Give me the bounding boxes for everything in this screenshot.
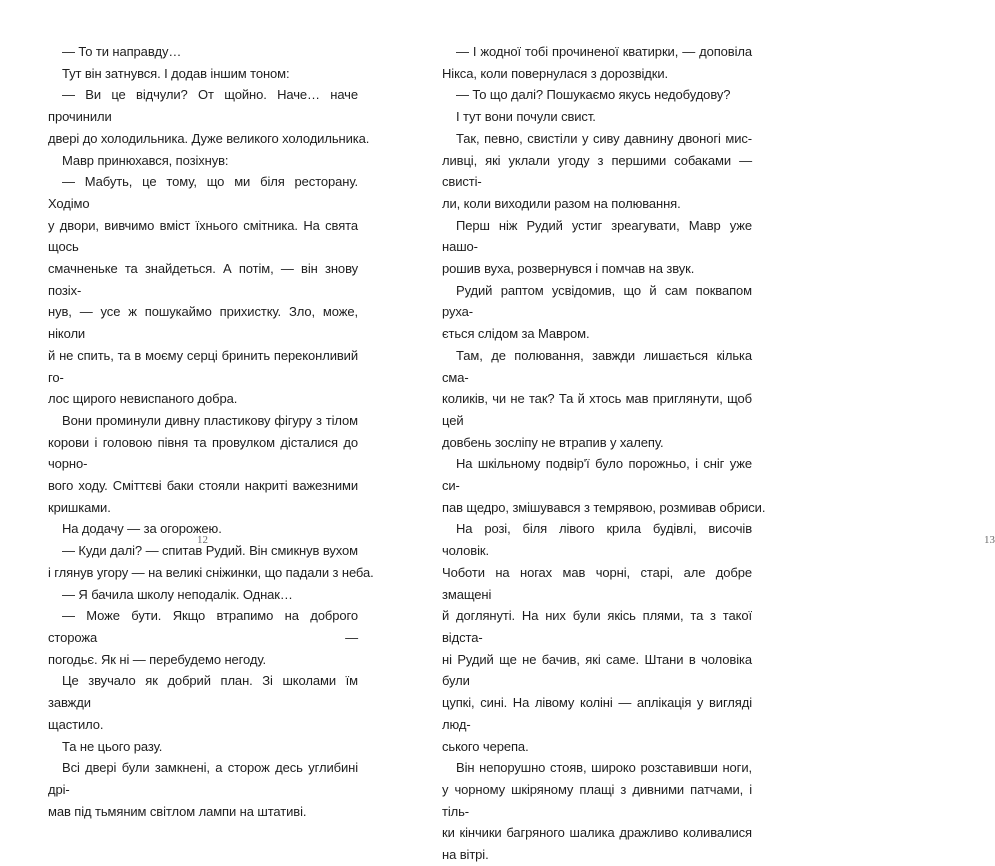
text-line: ливці, які уклали угоду з першими собаками — свисті-	[442, 152, 752, 190]
text-line: ється слідом за Мавром.	[442, 326, 590, 342]
text-line: ки кінчики багряного шалика дражливо коливалися	[442, 825, 752, 841]
text-line: мав під тьмяним світлом лампи на штативі.	[48, 803, 307, 819]
text-line: щастило.	[48, 716, 104, 732]
text-line: й не спить, та в моєму серці бринить переконливий го-	[48, 347, 358, 385]
text-line: вого ходу. Сміттєві баки стояли накриті важезними	[48, 478, 358, 494]
text-line: Мавр принюхався, позіхнув:	[62, 152, 229, 168]
text-line: — Я бачила школу неподалік. Однак…	[62, 586, 293, 602]
text-line: рошив вуха, розвернувся і помчав на звук.	[442, 261, 695, 277]
text-line: Всі двері були замкнені, а сторож десь углибині дрі-	[48, 760, 358, 797]
text-line: довбень зосліпу не втрапив у халепу.	[442, 434, 664, 450]
text-line: коликів, чи не так? Та й хтось мав приглянути, щоб цей	[442, 391, 752, 428]
left-page-text	[48, 41, 374, 822]
right-page-text	[442, 41, 766, 866]
text-line: на вітрі.	[442, 847, 489, 863]
left-page	[0, 0, 400, 819]
text-line: Чоботи на ногах мав чорні, старі, але добре змащені	[442, 564, 752, 602]
text-line: На додачу — за огорожею.	[62, 521, 222, 537]
text-line: Так, певно, свистіли у сиву давнину двоногі мис-	[456, 130, 752, 146]
text-line: — То ти направду…	[62, 44, 182, 59]
text-line: Тут він затнувся. І додав іншим тоном:	[62, 65, 290, 81]
text-line: — Куди далі? — спитав Рудий. Він смикнув вухом	[62, 543, 358, 559]
text-line: й доглянуті. На них були якісь плями, та з такої відста-	[442, 608, 752, 645]
text-line: ського черепа.	[442, 738, 529, 754]
text-line: ні Рудий ще не бачив, які саме. Штани в чоловіка були	[442, 651, 752, 689]
text-line: цупкі, сині. На лівому коліні — аплікація у вигляді люд-	[442, 695, 752, 732]
text-line: — Ви це відчули? От щойно. Наче… наче прочинили	[48, 87, 358, 125]
text-line: Та не цього разу.	[62, 738, 163, 754]
text-line: Рудий раптом усвідомив, що й сам поквапом руха-	[442, 282, 752, 320]
text-line: пав щедро, змішувався з темрявою, розмивав обриси.	[442, 499, 766, 515]
text-line: Він непорушно стояв, широко розставивши ноги,	[456, 760, 752, 776]
text-line: — То що далі? Пошукаємо якусь недобудову?	[456, 87, 731, 103]
text-line: На розі, біля лівого крила будівлі, височів чоловік.	[442, 521, 752, 559]
text-line: ли, коли виходили разом на полювання.	[442, 195, 681, 211]
text-line: — Може бути. Якщо втрапимо на доброго сторожа —	[48, 608, 358, 645]
text-line: у чорному шкіряному плащі з дивними патчами, і тіль-	[442, 781, 752, 819]
text-line: погодьє. Як ні — перебудемо негоду.	[48, 651, 266, 667]
text-line: двері до холодильника. Дуже великого холодильника.	[48, 130, 370, 146]
text-line: Перш ніж Рудий устиг зреагувати, Мавр уже нашо-	[442, 217, 752, 255]
text-line: І тут вони почули свист.	[456, 109, 596, 125]
text-line: Там, де полювання, завжди лишається кілька сма-	[442, 347, 752, 385]
text-line: — І жодної тобі прочиненої кватирки, — доповіла	[456, 44, 752, 59]
text-line: На шкільному подвір'ї було порожньо, і сніг уже си-	[442, 456, 752, 494]
text-line: Вони проминули дивну пластикову фігуру з тілом	[62, 412, 358, 428]
text-line: корови і головою півня та провулком дісталися до чорно-	[48, 434, 358, 472]
page-number-left: 12	[197, 534, 208, 546]
page-number-right: 13	[984, 534, 995, 546]
text-line: смачненьке та знайдеться. А потім, — він знову позіх-	[48, 261, 358, 298]
text-line: і глянув угору — на великі сніжинки, що падали з неба.	[48, 564, 374, 580]
text-line: кришками.	[48, 499, 111, 515]
text-line: лос щирого невиспаного добра.	[48, 391, 238, 407]
text-line: нув, — усе ж пошукаймо прихистку. Зло, може, ніколи	[48, 304, 358, 342]
text-line: Нікса, коли повернулася з дорозвідки.	[442, 65, 669, 81]
text-line: — Мабуть, це тому, що ми біля ресторану. Ходімо	[48, 174, 358, 211]
text-line: Це звучало як добрий план. Зі школами їм завжди	[48, 673, 358, 711]
text-line: у двори, вивчимо вміст їхнього смітника. На свята щось	[48, 217, 358, 255]
